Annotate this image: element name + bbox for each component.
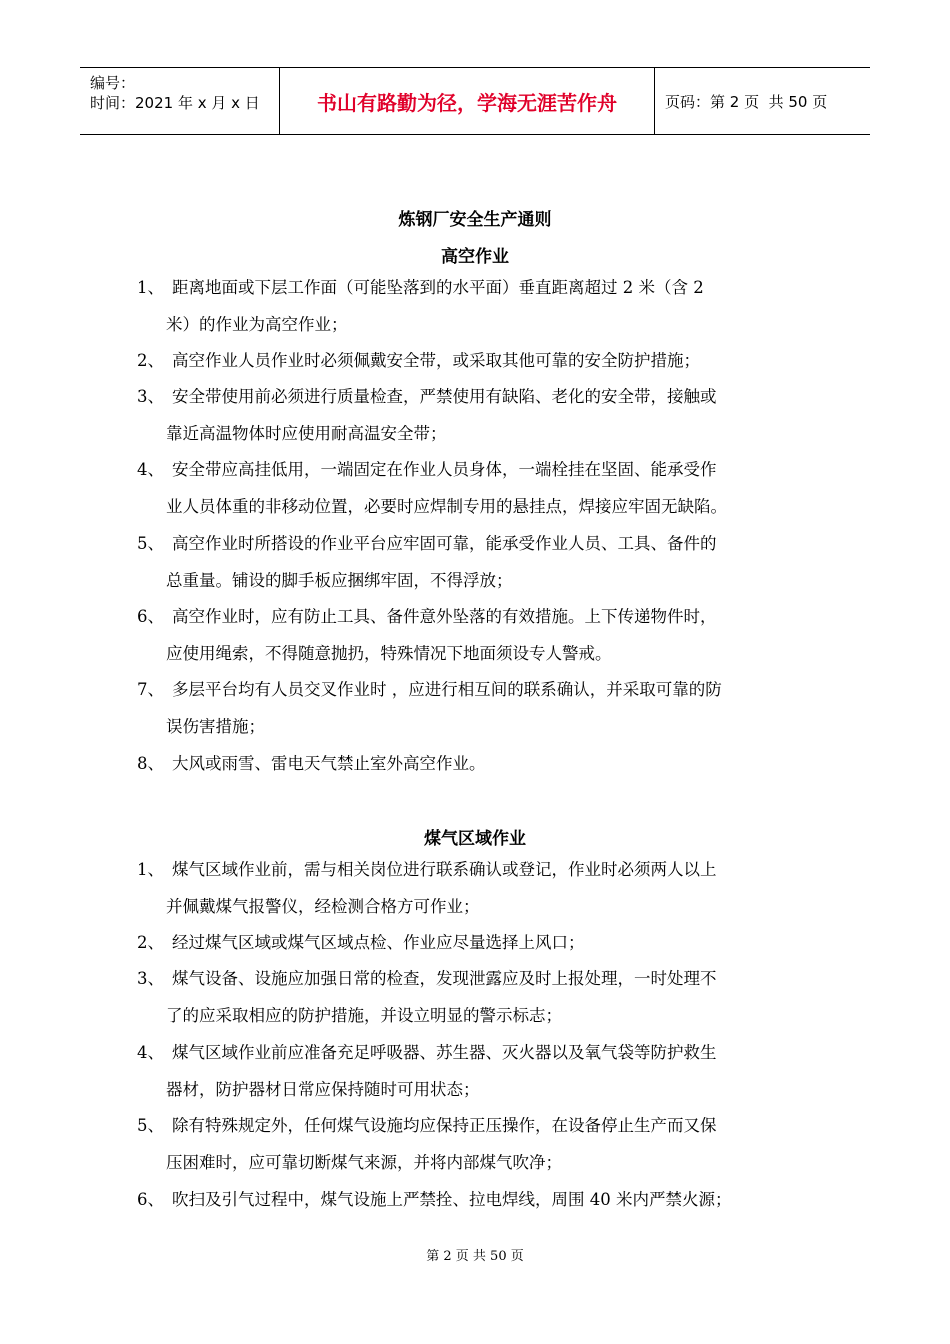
item-text: 除有特殊规定外，任何煤气设施均应保持正压操作，在设备停止生产而又保 [172, 1116, 717, 1135]
header-page-info-cell [655, 68, 870, 134]
item-text: 经过煤气区域或煤气区域点检、作业应尽量选择上风口； [172, 933, 585, 952]
list-item [137, 452, 827, 525]
item-text: 了的应采取相应的防护措施，并设立明显的警示标志； [166, 1005, 562, 1025]
list-item [137, 925, 827, 962]
list-item [137, 379, 827, 452]
item-text: 安全带应高挂低用，一端固定在作业人员身体，一端栓挂在坚固、能承受作 [172, 460, 717, 479]
item-text: 煤气区域作业前应准备充足呼吸器、苏生器、灭火器以及氧气袋等防护救生 [172, 1043, 717, 1062]
item-text: 米）的作业为高空作业； [166, 314, 348, 334]
item-text: 多层平台均有人员交叉作业时 ，应进行相互间的联系确认，并采取可靠的防 [172, 680, 722, 699]
item-text: 距离地面或下层工作面（可能坠落到的水平面）垂直距离超过 2 米（含 2 [172, 278, 704, 297]
item-text: 应使用绳索，不得随意抛扔，特殊情况下地面须设专人警戒。 [166, 643, 612, 663]
document-title: 炼钢厂安全生产通则 [398, 210, 552, 230]
page-footer: 第 2 页 共 50 页 [426, 1249, 524, 1264]
list-item [137, 343, 827, 380]
item-text: 靠近高温物体时应使用耐高温安全带； [166, 423, 447, 443]
list-item [137, 526, 827, 599]
list-item [137, 1182, 827, 1219]
item-text: 安全带使用前必须进行质量检查，严禁使用有缺陷、老化的安全带，接触或 [172, 387, 717, 406]
item-text: 吹扫及引气过程中，煤气设施上严禁拴、拉电焊线，周围 40 米内严禁火源； [172, 1190, 732, 1209]
item-number: 2、 [137, 351, 164, 370]
list-item [137, 746, 827, 783]
list-item [137, 1108, 827, 1181]
item-text: 高空作业人员作业时必须佩戴安全带，或采取其他可靠的安全防护措施； [172, 351, 700, 370]
section-title-high-altitude: 高空作业 [441, 247, 509, 267]
item-number: 4、 [137, 460, 164, 479]
item-text: 高空作业时所搭设的作业平台应牢固可靠，能承受作业人员、工具、备件的 [172, 534, 717, 553]
item-number: 5、 [137, 534, 164, 553]
item-number: 5、 [137, 1116, 164, 1135]
item-number: 2、 [137, 933, 164, 952]
item-text: 器材，防护器材日常应保持随时可用状态； [166, 1079, 480, 1099]
code-label: 编号： [90, 74, 136, 92]
item-number: 4、 [137, 1043, 164, 1062]
item-number: 8、 [137, 754, 164, 773]
list-item [137, 961, 827, 1034]
list-item [137, 270, 827, 343]
page-header [80, 67, 870, 135]
list-item [137, 672, 827, 745]
page-info: 页码：第 2 页 共 50 页 [665, 92, 828, 111]
item-number: 3、 [137, 387, 164, 406]
time-label: 时间：2021 年 x 月 x 日 [90, 94, 260, 112]
header-meta-cell [80, 68, 280, 134]
item-text: 煤气区域作业前，需与相关岗位进行联系确认或登记，作业时必须两人以上 [172, 860, 717, 879]
item-number: 1、 [137, 860, 164, 879]
item-number: 6、 [137, 1190, 164, 1209]
item-text: 煤气设备、设施应加强日常的检查，发现泄露应及时上报处理，一时处理不 [172, 969, 717, 988]
list-item [137, 1035, 827, 1108]
section-title-gas-area: 煤气区域作业 [424, 829, 526, 849]
item-number: 6、 [137, 607, 164, 626]
item-number: 7、 [137, 680, 164, 699]
item-text: 业人员体重的非移动位置，必要时应焊制专用的悬挂点，焊接应牢固无缺陷。 [166, 496, 727, 516]
item-text: 并佩戴煤气报警仪，经检测合格方可作业； [166, 896, 480, 916]
list-item [137, 852, 827, 925]
item-number: 3、 [137, 969, 164, 988]
item-text: 高空作业时，应有防止工具、备件意外坠落的有效措施。上下传递物件时， [172, 607, 717, 626]
item-text: 误伤害措施； [166, 716, 265, 736]
item-number: 1、 [137, 278, 164, 297]
item-text: 大风或雨雪、雷电天气禁止室外高空作业。 [172, 754, 486, 773]
item-text: 总重量。铺设的脚手板应捆绑牢固，不得浮放； [166, 570, 513, 590]
item-text: 压困难时，应可靠切断煤气来源，并将内部煤气吹净； [166, 1152, 562, 1172]
list-item [137, 599, 827, 672]
header-motto: 书山有路勤为径，学海无涯苦作舟 [280, 68, 655, 134]
